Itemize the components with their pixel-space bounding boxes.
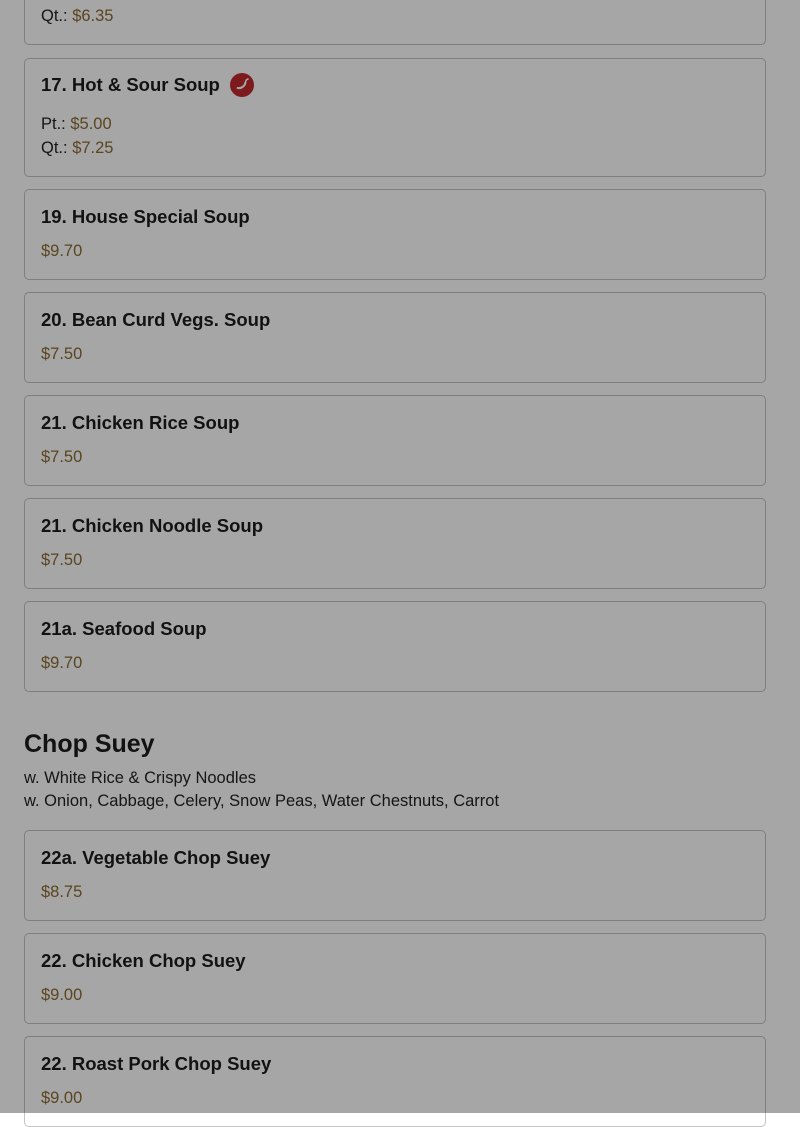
item-title: 20. Bean Curd Vegs. Soup [41, 309, 271, 330]
size-label: Pt.: [41, 115, 66, 133]
price: $6.35 [72, 7, 114, 25]
price: $8.75 [41, 883, 83, 901]
size-label: Qt.: [41, 139, 68, 157]
price: $9.00 [41, 986, 83, 1004]
section-title: Chop Suey [24, 730, 155, 758]
price: $7.25 [72, 139, 114, 157]
price: $5.00 [70, 115, 112, 133]
item-title-text: 17. Hot & Sour Soup [41, 74, 220, 95]
price: $7.50 [41, 448, 83, 466]
item-title: 21. Chicken Noodle Soup [41, 515, 264, 536]
section-description: w. Onion, Cabbage, Celery, Snow Peas, Water Chestnuts, Carrot [24, 792, 500, 810]
price: $9.70 [41, 242, 83, 260]
price: $9.00 [41, 1089, 83, 1107]
item-title: 22. Chicken Chop Suey [41, 950, 246, 971]
item-title: 21a. Seafood Soup [41, 618, 207, 639]
price: $7.50 [41, 345, 83, 363]
price: $7.50 [41, 551, 83, 569]
item-title: 22. Roast Pork Chop Suey [41, 1053, 272, 1074]
size-label: Qt.: [41, 7, 68, 25]
item-title: 21. Chicken Rice Soup [41, 412, 240, 433]
section-description: w. White Rice & Crispy Noodles [24, 769, 256, 787]
item-title: 22a. Vegetable Chop Suey [41, 847, 271, 868]
price: $9.70 [41, 654, 83, 672]
item-title: 19. House Special Soup [41, 206, 250, 227]
